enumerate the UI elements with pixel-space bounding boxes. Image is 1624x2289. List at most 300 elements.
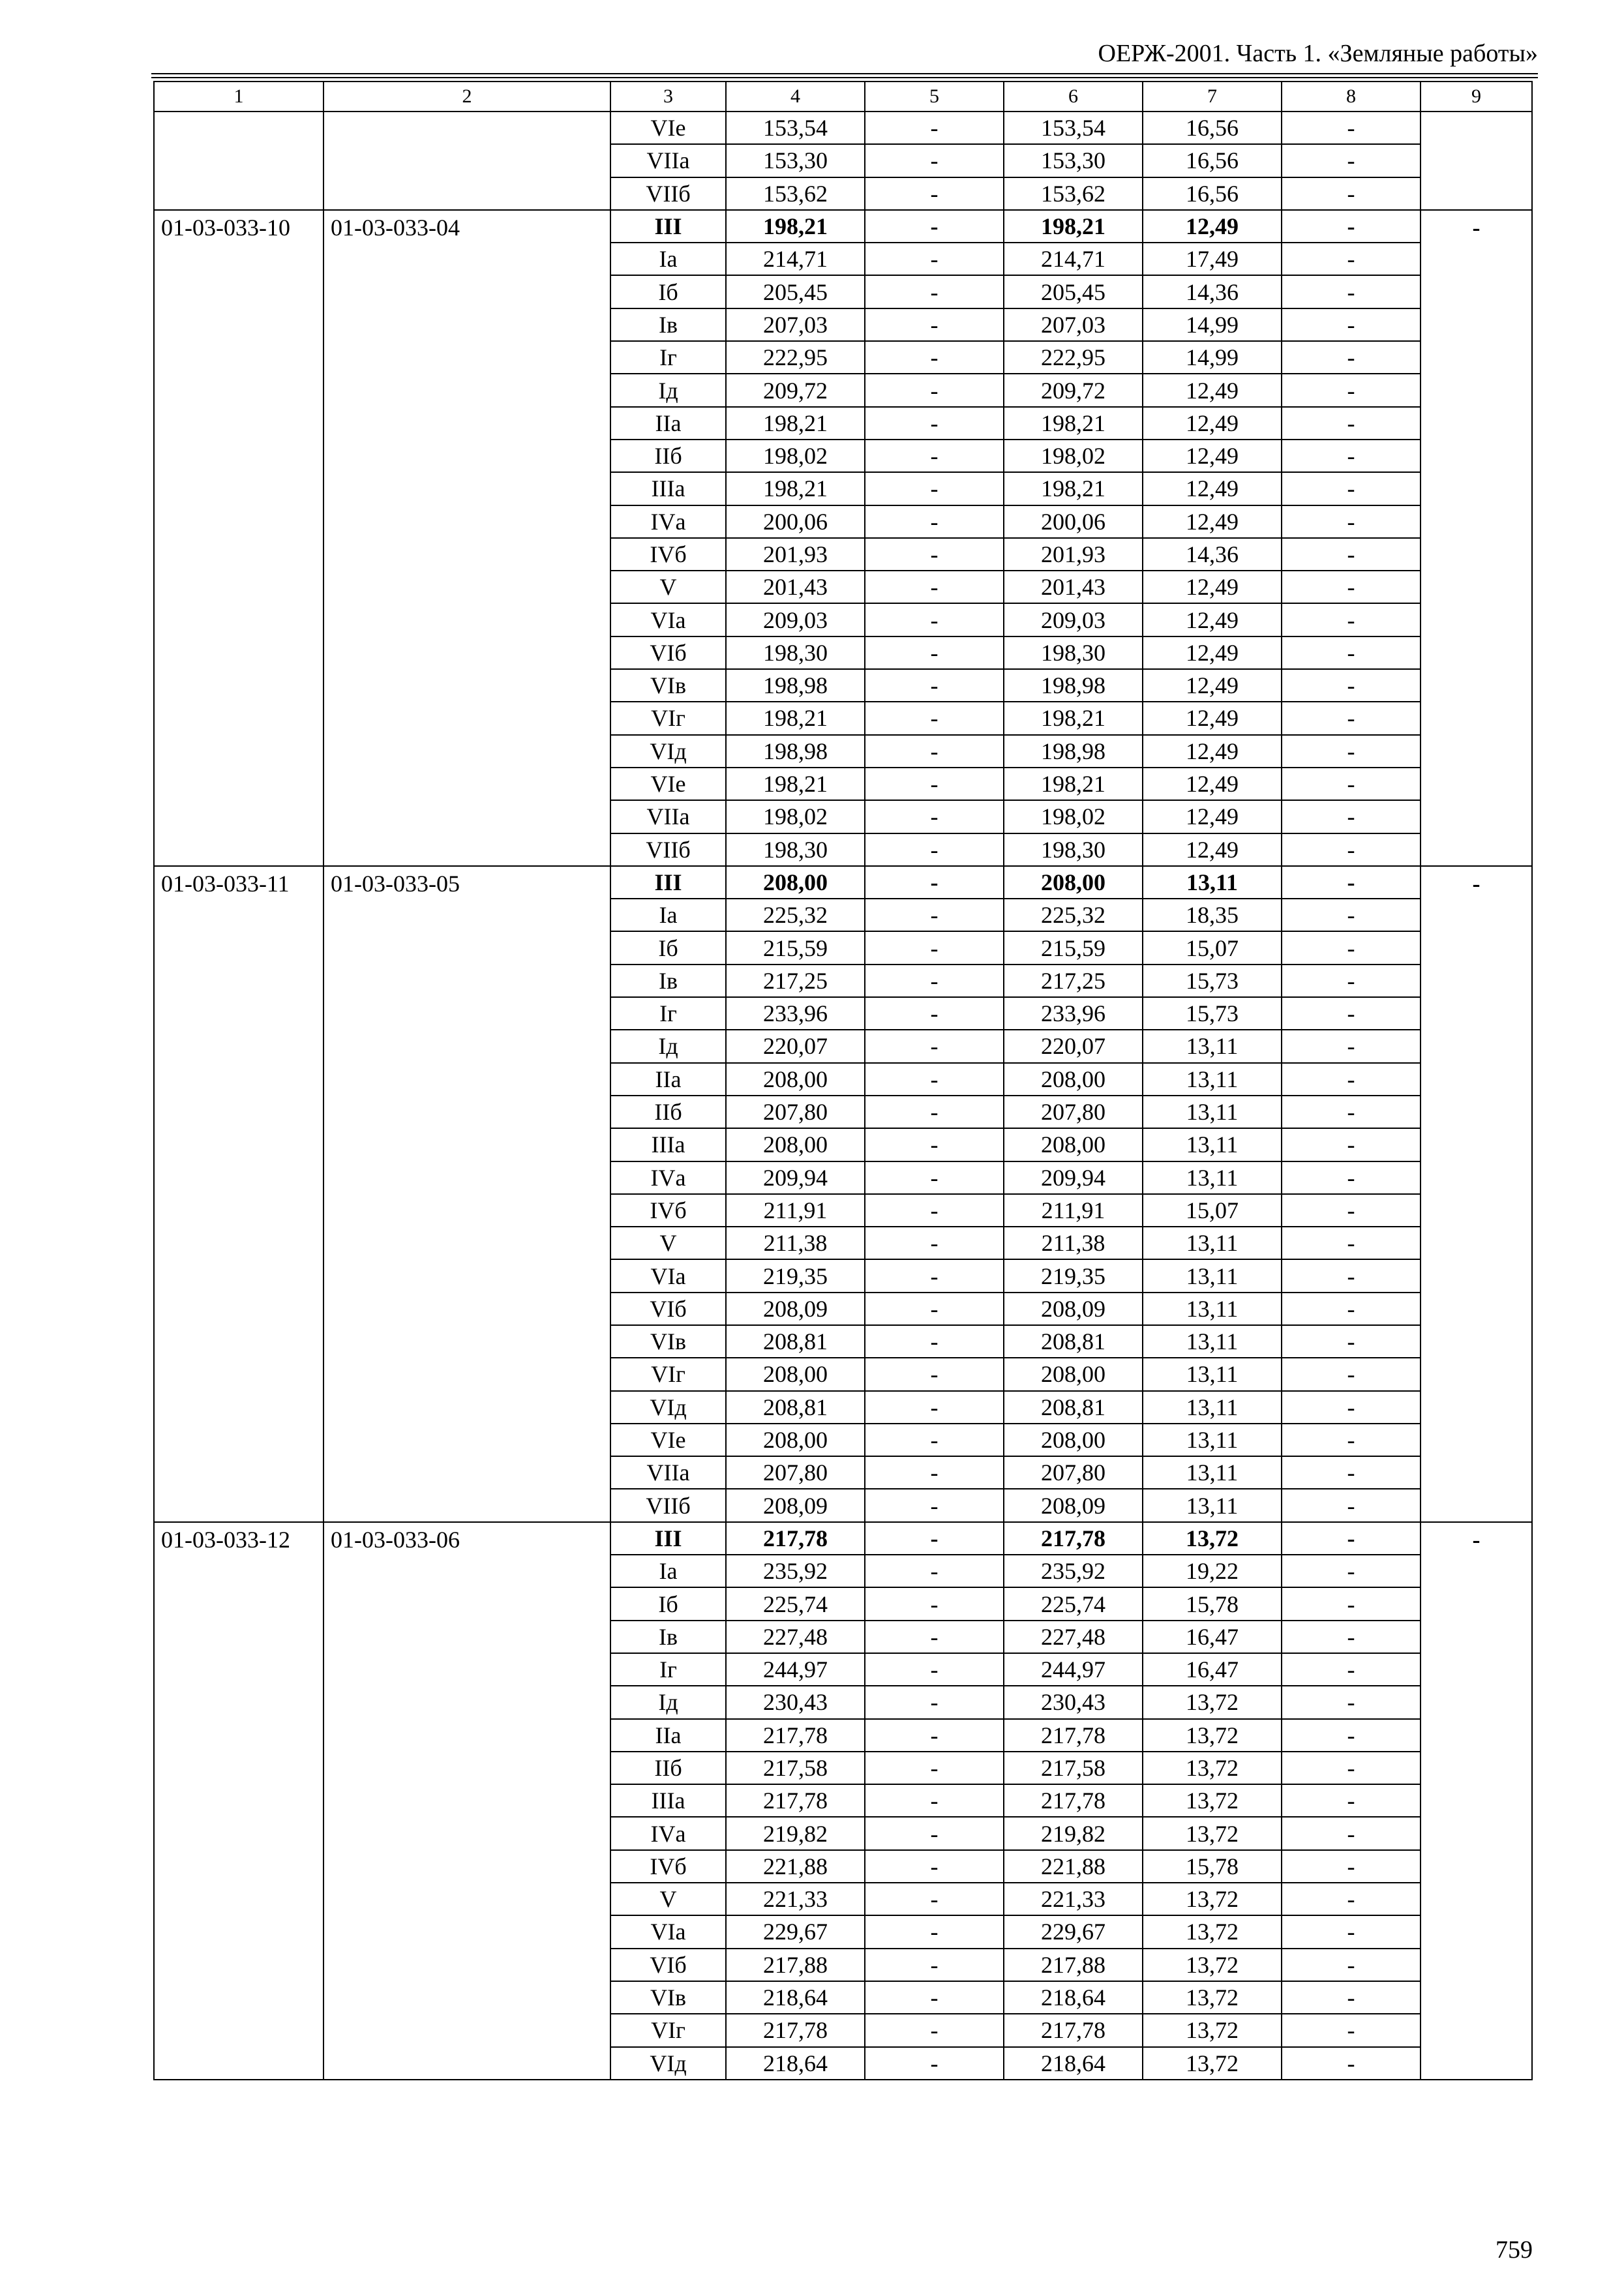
data-cell: -: [1282, 112, 1421, 144]
col9-cell: [1421, 112, 1532, 210]
data-cell: 13,11: [1143, 1128, 1282, 1161]
data-cell: -: [1282, 997, 1421, 1030]
data-cell: 12,49: [1143, 636, 1282, 669]
data-cell: 198,98: [1004, 735, 1143, 768]
data-cell: -: [1282, 669, 1421, 702]
data-cell: 217,78: [726, 1522, 865, 1555]
data-cell: -: [1282, 2014, 1421, 2046]
col9-cell: -: [1421, 866, 1532, 1522]
data-cell: -: [1282, 1719, 1421, 1752]
data-cell: -: [1282, 1850, 1421, 1883]
data-cell: 229,67: [1004, 1915, 1143, 1948]
data-cell: 153,62: [726, 177, 865, 210]
data-cell: 13,72: [1143, 1719, 1282, 1752]
data-cell: -: [865, 1784, 1004, 1817]
data-cell: IIб: [610, 1752, 726, 1784]
page-number: 759: [1496, 2236, 1533, 2264]
data-cell: Iв: [610, 308, 726, 341]
data-cell: 15,78: [1143, 1587, 1282, 1620]
data-cell: 207,03: [726, 308, 865, 341]
data-cell: -: [865, 1096, 1004, 1128]
data-cell: 198,98: [726, 669, 865, 702]
data-cell: 209,94: [726, 1161, 865, 1194]
data-cell: 217,78: [1004, 1522, 1143, 1555]
data-cell: 207,80: [1004, 1096, 1143, 1128]
data-cell: VIб: [610, 1949, 726, 1981]
data-cell: -: [865, 1752, 1004, 1784]
data-cell: IIб: [610, 440, 726, 472]
data-cell: 16,47: [1143, 1653, 1282, 1686]
data-cell: 13,11: [1143, 1227, 1282, 1259]
data-cell: 244,97: [726, 1653, 865, 1686]
data-cell: 205,45: [1004, 275, 1143, 308]
data-cell: VIIа: [610, 144, 726, 177]
data-cell: 12,49: [1143, 407, 1282, 440]
data-cell: 14,99: [1143, 341, 1282, 374]
col9-cell: -: [1421, 1522, 1532, 2080]
data-cell: 198,21: [726, 210, 865, 243]
data-cell: Iб: [610, 931, 726, 964]
data-cell: -: [1282, 800, 1421, 833]
data-cell: V: [610, 1227, 726, 1259]
data-cell: 13,72: [1143, 1981, 1282, 2014]
data-cell: -: [1282, 308, 1421, 341]
data-cell: -: [865, 1981, 1004, 2014]
data-cell: -: [1282, 899, 1421, 931]
data-cell: 208,00: [726, 866, 865, 899]
data-cell: 219,35: [1004, 1259, 1143, 1292]
data-cell: -: [865, 308, 1004, 341]
data-cell: VIе: [610, 1424, 726, 1456]
data-cell: 217,88: [726, 1949, 865, 1981]
data-cell: III: [610, 1522, 726, 1555]
data-cell: 208,09: [726, 1293, 865, 1325]
data-cell: III: [610, 866, 726, 899]
data-cell: V: [610, 1883, 726, 1915]
data-cell: VIа: [610, 1915, 726, 1948]
data-cell: -: [865, 965, 1004, 997]
data-cell: -: [865, 1883, 1004, 1915]
data-cell: 198,21: [1004, 768, 1143, 800]
data-cell: 13,72: [1143, 1817, 1282, 1849]
data-cell: 153,30: [726, 144, 865, 177]
data-cell: 225,32: [726, 899, 865, 931]
data-cell: 209,03: [726, 603, 865, 636]
data-cell: Iа: [610, 243, 726, 275]
data-cell: 208,00: [1004, 1063, 1143, 1096]
data-cell: -: [1282, 1456, 1421, 1489]
data-cell: 13,72: [1143, 2014, 1282, 2046]
data-cell: VIа: [610, 1259, 726, 1292]
data-cell: VIв: [610, 1981, 726, 2014]
data-cell: 217,25: [726, 965, 865, 997]
data-cell: 208,81: [726, 1391, 865, 1424]
data-cell: -: [865, 472, 1004, 505]
data-cell: -: [865, 768, 1004, 800]
data-cell: 14,99: [1143, 308, 1282, 341]
data-cell: 230,43: [1004, 1686, 1143, 1718]
data-cell: 208,00: [726, 1128, 865, 1161]
data-cell: 207,80: [726, 1096, 865, 1128]
data-cell: 198,21: [726, 472, 865, 505]
data-cell: IIб: [610, 1096, 726, 1128]
data-cell: 208,00: [1004, 1128, 1143, 1161]
data-cell: -: [1282, 1391, 1421, 1424]
data-cell: -: [1282, 603, 1421, 636]
data-cell: 13,11: [1143, 1489, 1282, 1521]
data-cell: -: [865, 1686, 1004, 1718]
data-cell: -: [1282, 374, 1421, 406]
column-number: 9: [1421, 82, 1532, 112]
data-cell: 12,49: [1143, 833, 1282, 866]
data-cell: -: [1282, 341, 1421, 374]
data-cell: -: [865, 505, 1004, 538]
data-cell: VIб: [610, 636, 726, 669]
data-cell: -: [1282, 1063, 1421, 1096]
data-cell: 201,93: [726, 538, 865, 571]
data-cell: 217,78: [726, 1719, 865, 1752]
data-cell: VIд: [610, 735, 726, 768]
data-cell: -: [1282, 833, 1421, 866]
data-cell: -: [865, 1358, 1004, 1390]
data-cell: 13,11: [1143, 1063, 1282, 1096]
data-cell: VIб: [610, 1293, 726, 1325]
data-cell: 233,96: [1004, 997, 1143, 1030]
data-cell: -: [865, 702, 1004, 734]
data-cell: 15,07: [1143, 1194, 1282, 1227]
data-cell: 13,11: [1143, 1030, 1282, 1062]
data-cell: -: [865, 210, 1004, 243]
col9-cell: -: [1421, 210, 1532, 866]
data-cell: 217,88: [1004, 1949, 1143, 1981]
data-cell: -: [1282, 275, 1421, 308]
data-cell: 218,64: [1004, 1981, 1143, 2014]
data-cell: -: [865, 1587, 1004, 1620]
data-cell: -: [865, 243, 1004, 275]
data-cell: -: [1282, 1293, 1421, 1325]
data-cell: 218,64: [726, 1981, 865, 2014]
data-cell: 211,38: [1004, 1227, 1143, 1259]
data-cell: 205,45: [726, 275, 865, 308]
data-cell: -: [1282, 538, 1421, 571]
rates-table-body: [154, 82, 1532, 2080]
data-cell: 153,30: [1004, 144, 1143, 177]
data-cell: 235,92: [1004, 1555, 1143, 1587]
data-cell: -: [865, 275, 1004, 308]
data-cell: 215,59: [726, 931, 865, 964]
data-cell: 13,72: [1143, 1949, 1282, 1981]
data-cell: 12,49: [1143, 702, 1282, 734]
data-cell: 198,02: [1004, 800, 1143, 833]
data-cell: 14,36: [1143, 538, 1282, 571]
data-cell: -: [865, 1293, 1004, 1325]
data-cell: 217,78: [1004, 2014, 1143, 2046]
data-cell: 153,54: [726, 112, 865, 144]
data-cell: -: [1282, 1030, 1421, 1062]
data-cell: 15,73: [1143, 997, 1282, 1030]
data-cell: 201,43: [1004, 571, 1143, 603]
data-cell: -: [865, 1391, 1004, 1424]
data-cell: -: [1282, 1587, 1421, 1620]
data-cell: 13,72: [1143, 1784, 1282, 1817]
data-cell: -: [865, 112, 1004, 144]
data-cell: 201,93: [1004, 538, 1143, 571]
data-cell: -: [865, 1227, 1004, 1259]
data-cell: III: [610, 210, 726, 243]
data-cell: -: [865, 1817, 1004, 1849]
data-cell: 16,47: [1143, 1621, 1282, 1653]
data-cell: 209,03: [1004, 603, 1143, 636]
data-cell: -: [865, 1424, 1004, 1456]
data-cell: -: [1282, 1883, 1421, 1915]
data-cell: 16,56: [1143, 177, 1282, 210]
data-cell: -: [865, 1063, 1004, 1096]
data-cell: Iд: [610, 374, 726, 406]
data-cell: 208,09: [1004, 1489, 1143, 1521]
data-cell: 220,07: [726, 1030, 865, 1062]
data-cell: 12,49: [1143, 210, 1282, 243]
data-cell: 208,00: [1004, 1424, 1143, 1456]
table-row: [154, 866, 1532, 899]
data-cell: -: [1282, 866, 1421, 899]
data-cell: IVа: [610, 1817, 726, 1849]
data-cell: Iд: [610, 1686, 726, 1718]
data-cell: -: [865, 144, 1004, 177]
data-cell: IVб: [610, 1850, 726, 1883]
data-cell: VIг: [610, 1358, 726, 1390]
data-cell: 227,48: [726, 1621, 865, 1653]
data-cell: 201,43: [726, 571, 865, 603]
data-cell: VIа: [610, 603, 726, 636]
data-cell: 13,11: [1143, 1293, 1282, 1325]
data-cell: 225,32: [1004, 899, 1143, 931]
data-cell: 198,21: [1004, 702, 1143, 734]
data-cell: 12,49: [1143, 603, 1282, 636]
data-cell: Iб: [610, 275, 726, 308]
data-cell: -: [1282, 440, 1421, 472]
data-cell: -: [1282, 1752, 1421, 1784]
data-cell: Iг: [610, 341, 726, 374]
data-cell: -: [1282, 1817, 1421, 1849]
data-cell: 208,81: [1004, 1325, 1143, 1358]
data-cell: VIIб: [610, 833, 726, 866]
data-cell: -: [1282, 1653, 1421, 1686]
data-cell: 153,54: [1004, 112, 1143, 144]
data-cell: 198,98: [726, 735, 865, 768]
data-cell: 13,11: [1143, 1391, 1282, 1424]
data-cell: -: [865, 571, 1004, 603]
data-cell: 214,71: [1004, 243, 1143, 275]
data-cell: -: [865, 407, 1004, 440]
data-cell: Iд: [610, 1030, 726, 1062]
data-cell: -: [865, 341, 1004, 374]
data-cell: 198,98: [1004, 669, 1143, 702]
data-cell: 13,11: [1143, 1456, 1282, 1489]
data-cell: 12,49: [1143, 768, 1282, 800]
data-cell: -: [1282, 1325, 1421, 1358]
data-cell: 198,21: [1004, 210, 1143, 243]
column-number-row: [154, 82, 1532, 112]
column-number: 8: [1282, 82, 1421, 112]
data-cell: 12,49: [1143, 472, 1282, 505]
data-cell: 207,80: [726, 1456, 865, 1489]
data-cell: -: [865, 1161, 1004, 1194]
data-cell: 198,21: [1004, 407, 1143, 440]
data-cell: -: [1282, 1128, 1421, 1161]
data-cell: 153,62: [1004, 177, 1143, 210]
data-cell: 221,33: [726, 1883, 865, 1915]
data-cell: -: [865, 2014, 1004, 2046]
data-cell: -: [1282, 1621, 1421, 1653]
data-cell: 233,96: [726, 997, 865, 1030]
data-cell: 217,78: [726, 1784, 865, 1817]
data-cell: 18,35: [1143, 899, 1282, 931]
data-cell: 244,97: [1004, 1653, 1143, 1686]
data-cell: 222,95: [726, 341, 865, 374]
data-cell: 230,43: [726, 1686, 865, 1718]
data-cell: -: [1282, 144, 1421, 177]
data-cell: IIIа: [610, 472, 726, 505]
data-cell: IVб: [610, 1194, 726, 1227]
data-cell: Iв: [610, 1621, 726, 1653]
data-cell: VIв: [610, 1325, 726, 1358]
data-cell: -: [865, 1850, 1004, 1883]
data-cell: 19,22: [1143, 1555, 1282, 1587]
data-cell: 15,73: [1143, 965, 1282, 997]
data-cell: -: [1282, 2047, 1421, 2080]
data-cell: -: [865, 603, 1004, 636]
data-cell: 208,00: [726, 1358, 865, 1390]
data-cell: -: [1282, 1981, 1421, 2014]
data-cell: Iа: [610, 1555, 726, 1587]
data-cell: 198,21: [1004, 472, 1143, 505]
data-cell: IIа: [610, 407, 726, 440]
ref-cell: 01-03-033-04: [323, 210, 610, 866]
data-cell: -: [1282, 571, 1421, 603]
data-cell: VIIб: [610, 1489, 726, 1521]
data-cell: -: [865, 636, 1004, 669]
data-cell: VIIа: [610, 800, 726, 833]
data-cell: 217,78: [1004, 1784, 1143, 1817]
rates-table: [153, 81, 1533, 2080]
data-cell: 198,02: [1004, 440, 1143, 472]
data-cell: 218,64: [1004, 2047, 1143, 2080]
data-cell: -: [865, 669, 1004, 702]
data-cell: -: [1282, 1686, 1421, 1718]
data-cell: 13,72: [1143, 1686, 1282, 1718]
data-cell: -: [1282, 1949, 1421, 1981]
ref-cell: [323, 112, 610, 210]
data-cell: -: [1282, 407, 1421, 440]
code-cell: 01-03-033-11: [154, 866, 323, 1522]
data-cell: -: [1282, 1555, 1421, 1587]
data-cell: 221,88: [1004, 1850, 1143, 1883]
data-cell: IIIа: [610, 1784, 726, 1817]
running-header: ОЕРЖ-2001. Часть 1. «Земляные работы»: [1098, 40, 1538, 67]
data-cell: -: [865, 1915, 1004, 1948]
data-cell: -: [865, 1949, 1004, 1981]
data-cell: -: [1282, 472, 1421, 505]
data-cell: 12,49: [1143, 374, 1282, 406]
ref-cell: 01-03-033-05: [323, 866, 610, 1522]
table-row: [154, 112, 1532, 144]
data-cell: 198,02: [726, 440, 865, 472]
data-cell: 13,11: [1143, 1161, 1282, 1194]
data-cell: 211,91: [726, 1194, 865, 1227]
data-cell: -: [1282, 1915, 1421, 1948]
data-cell: 208,81: [726, 1325, 865, 1358]
data-cell: -: [865, 1522, 1004, 1555]
data-cell: -: [865, 1128, 1004, 1161]
data-cell: 208,00: [1004, 1358, 1143, 1390]
column-number: 3: [610, 82, 726, 112]
data-cell: 217,78: [1004, 1719, 1143, 1752]
data-cell: -: [865, 1030, 1004, 1062]
data-cell: VIг: [610, 702, 726, 734]
data-cell: 221,88: [726, 1850, 865, 1883]
data-cell: -: [1282, 1259, 1421, 1292]
data-cell: -: [1282, 702, 1421, 734]
data-cell: 13,11: [1143, 1096, 1282, 1128]
data-cell: -: [1282, 243, 1421, 275]
data-cell: -: [865, 1456, 1004, 1489]
data-cell: -: [865, 1325, 1004, 1358]
data-cell: 198,21: [726, 768, 865, 800]
data-cell: 13,11: [1143, 1325, 1282, 1358]
data-cell: IIа: [610, 1063, 726, 1096]
data-cell: -: [865, 1555, 1004, 1587]
column-number: 4: [726, 82, 865, 112]
data-cell: 208,00: [1004, 866, 1143, 899]
data-cell: 208,09: [726, 1489, 865, 1521]
data-cell: 219,82: [1004, 1817, 1143, 1849]
data-cell: 17,49: [1143, 243, 1282, 275]
data-cell: 15,78: [1143, 1850, 1282, 1883]
data-cell: -: [865, 997, 1004, 1030]
data-cell: 218,64: [726, 2047, 865, 2080]
data-cell: 198,02: [726, 800, 865, 833]
data-cell: -: [1282, 965, 1421, 997]
data-cell: -: [865, 1621, 1004, 1653]
data-cell: 198,30: [1004, 833, 1143, 866]
data-cell: 227,48: [1004, 1621, 1143, 1653]
data-cell: VIв: [610, 669, 726, 702]
data-cell: 13,72: [1143, 1915, 1282, 1948]
column-number: 5: [865, 82, 1004, 112]
data-cell: -: [1282, 1522, 1421, 1555]
data-cell: 198,30: [726, 833, 865, 866]
data-cell: -: [865, 374, 1004, 406]
data-cell: Iг: [610, 997, 726, 1030]
data-cell: IVб: [610, 538, 726, 571]
data-cell: -: [865, 538, 1004, 571]
data-cell: -: [1282, 1489, 1421, 1521]
data-cell: 208,00: [726, 1063, 865, 1096]
data-cell: 219,82: [726, 1817, 865, 1849]
data-cell: -: [865, 1194, 1004, 1227]
data-cell: 16,56: [1143, 112, 1282, 144]
data-cell: -: [865, 735, 1004, 768]
code-cell: 01-03-033-12: [154, 1522, 323, 2080]
data-cell: -: [1282, 210, 1421, 243]
data-cell: 217,78: [726, 2014, 865, 2046]
data-cell: 225,74: [1004, 1587, 1143, 1620]
data-cell: 209,94: [1004, 1161, 1143, 1194]
data-cell: 16,56: [1143, 144, 1282, 177]
data-cell: 13,72: [1143, 1752, 1282, 1784]
data-cell: 12,49: [1143, 505, 1282, 538]
data-cell: 222,95: [1004, 341, 1143, 374]
